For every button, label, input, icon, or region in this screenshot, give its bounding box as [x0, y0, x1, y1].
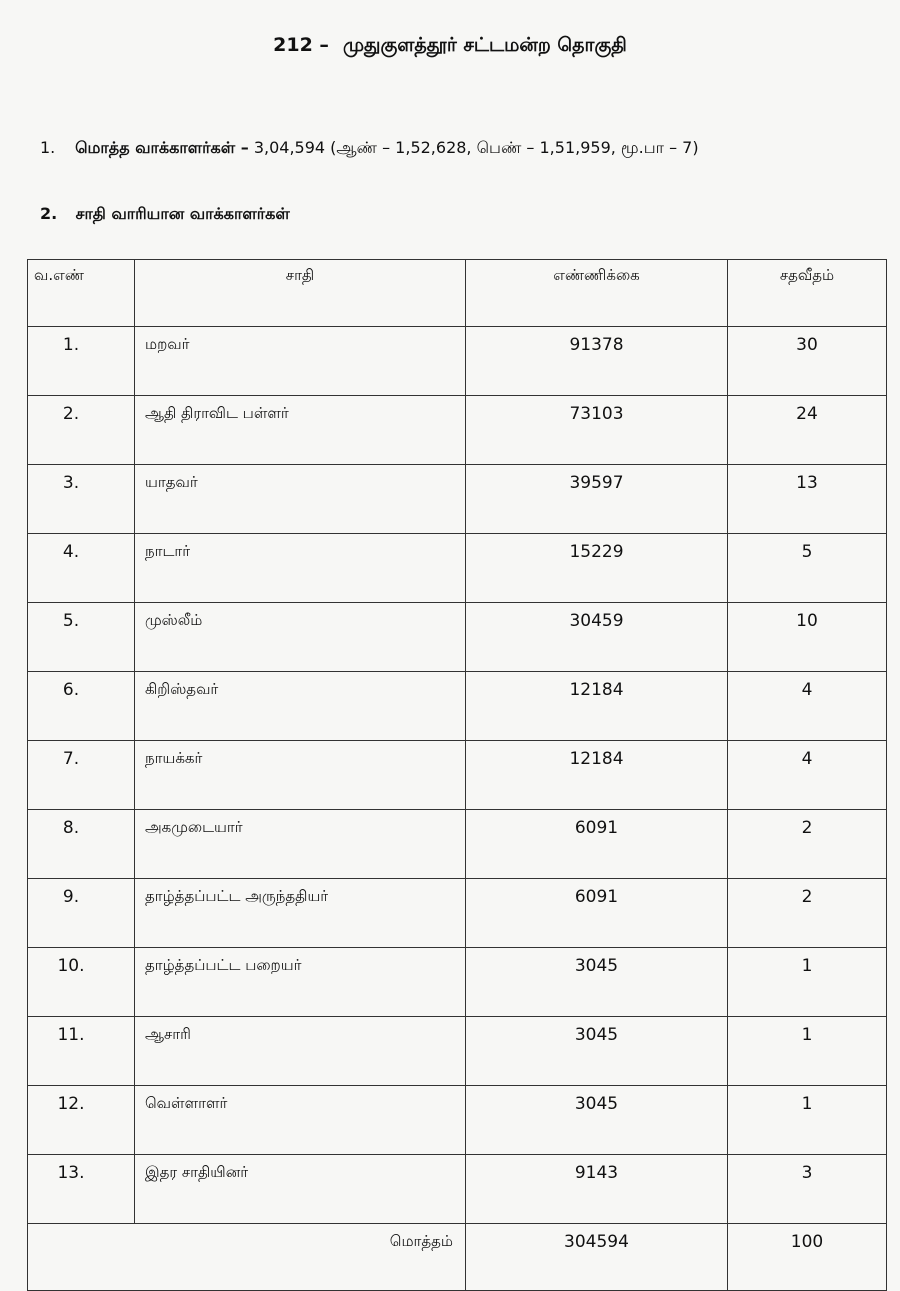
row-percent: 5 [728, 534, 887, 603]
row-caste: அகமுடையார் [135, 810, 466, 879]
row-serial: 8. [28, 810, 135, 879]
table-row [28, 603, 887, 672]
row-count: 30459 [466, 603, 728, 672]
row-caste: ஆதி திராவிட பள்ளர் [135, 396, 466, 465]
row-caste: முஸ்லீம் [135, 603, 466, 672]
caste-table [27, 259, 887, 1291]
table-row [28, 879, 887, 948]
table-row [28, 672, 887, 741]
row-percent: 1 [728, 1086, 887, 1155]
row-caste: மறவர் [135, 327, 466, 396]
caste-section-label: சாதி வாரியான வாக்காளர்கள் [75, 204, 290, 223]
header-caste: சாதி [135, 260, 466, 327]
table-row [28, 327, 887, 396]
header-percent: சதவீதம் [728, 260, 887, 327]
table-row [28, 1086, 887, 1155]
row-serial: 7. [28, 741, 135, 810]
row-count: 91378 [466, 327, 728, 396]
total-voters-line [40, 138, 699, 159]
row-serial: 2. [28, 396, 135, 465]
row-serial: 10. [28, 948, 135, 1017]
row-percent: 30 [728, 327, 887, 396]
table-row [28, 534, 887, 603]
total-voters-label: மொத்த வாக்காளர்கள் – [75, 138, 249, 157]
table-row [28, 948, 887, 1017]
page-title [0, 34, 900, 59]
header-count: எண்ணிக்கை [466, 260, 728, 327]
row-percent: 10 [728, 603, 887, 672]
row-serial: 1. [28, 327, 135, 396]
row-percent: 2 [728, 810, 887, 879]
row-serial: 5. [28, 603, 135, 672]
row-caste: தாழ்த்தப்பட்ட அருந்ததியர் [135, 879, 466, 948]
row-count: 3045 [466, 1017, 728, 1086]
row-percent: 3 [728, 1155, 887, 1224]
row-serial: 3. [28, 465, 135, 534]
row-count: 15229 [466, 534, 728, 603]
total-count: 304594 [466, 1224, 728, 1291]
table-header-row [28, 260, 887, 327]
row-count: 12184 [466, 672, 728, 741]
row-caste: தாழ்த்தப்பட்ட பறையர் [135, 948, 466, 1017]
row-percent: 4 [728, 672, 887, 741]
row-caste: நாடார் [135, 534, 466, 603]
row-caste: யாதவர் [135, 465, 466, 534]
row-count: 39597 [466, 465, 728, 534]
row-count: 6091 [466, 879, 728, 948]
table-row [28, 1155, 887, 1224]
total-label: மொத்தம் [28, 1224, 466, 1291]
row-percent: 4 [728, 741, 887, 810]
table-row [28, 741, 887, 810]
row-percent: 13 [728, 465, 887, 534]
row-caste: கிறிஸ்தவர் [135, 672, 466, 741]
total-voters-value: 3,04,594 [253, 138, 326, 157]
header-serial: வ.எண் [28, 260, 135, 327]
row-caste: ஆசாரி [135, 1017, 466, 1086]
table-row [28, 465, 887, 534]
constituency-name: முதுகுளத்தூர் சட்டமன்ற தொகுதி [342, 34, 627, 56]
table-row [28, 396, 887, 465]
row-serial: 6. [28, 672, 135, 741]
section-index: 1. [40, 138, 56, 157]
row-caste: வெள்ளாளர் [135, 1086, 466, 1155]
constituency-number: 212 – [273, 34, 329, 56]
table-row [28, 1017, 887, 1086]
row-caste: இதர சாதியினர் [135, 1155, 466, 1224]
row-percent: 1 [728, 948, 887, 1017]
row-caste: நாயக்கர் [135, 741, 466, 810]
row-count: 12184 [466, 741, 728, 810]
row-percent: 1 [728, 1017, 887, 1086]
total-voters-breakdown: (ஆண் – 1,52,628, பெண் – 1,51,959, மூ.பா – 7) [330, 138, 699, 157]
table-row [28, 810, 887, 879]
row-serial: 12. [28, 1086, 135, 1155]
row-percent: 2 [728, 879, 887, 948]
row-count: 3045 [466, 1086, 728, 1155]
row-percent: 24 [728, 396, 887, 465]
total-row [28, 1224, 887, 1291]
caste-section-heading [40, 204, 290, 225]
row-count: 6091 [466, 810, 728, 879]
row-count: 3045 [466, 948, 728, 1017]
row-count: 9143 [466, 1155, 728, 1224]
row-serial: 9. [28, 879, 135, 948]
section-index: 2. [40, 204, 58, 223]
total-percent: 100 [728, 1224, 887, 1291]
row-serial: 4. [28, 534, 135, 603]
row-serial: 11. [28, 1017, 135, 1086]
row-count: 73103 [466, 396, 728, 465]
row-serial: 13. [28, 1155, 135, 1224]
